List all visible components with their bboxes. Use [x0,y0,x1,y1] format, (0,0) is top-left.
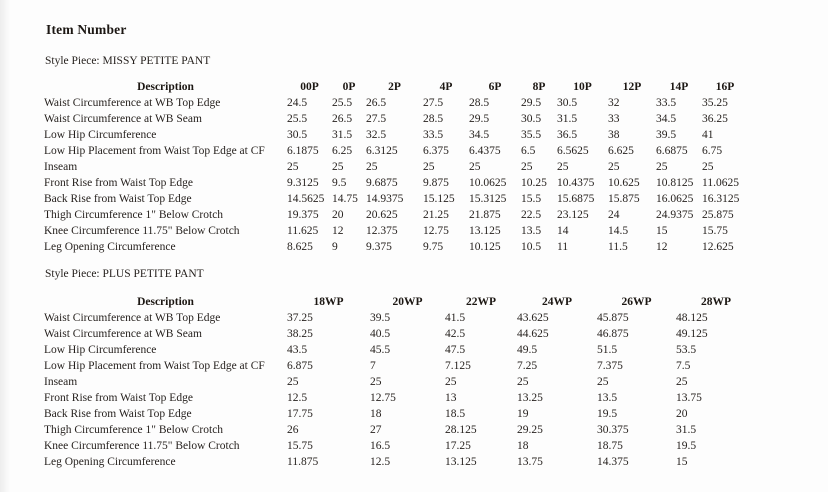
measurement-value: 41 [702,129,714,141]
measurement-value: 33.5 [423,129,444,141]
measurement-value: 20.625 [366,209,398,221]
measurement-value: 23.125 [557,209,589,221]
measurement-value: 27.5 [366,113,387,125]
size-column-header: 14P [669,81,689,93]
measurement-row [44,374,756,390]
measurement-value: 12.75 [370,392,396,404]
measurement-value: 18 [517,440,529,452]
measurement-value: 25 [287,376,299,388]
measurement-value: 6.75 [702,145,723,157]
measurement-description: Thigh Circumference 1" Below Crotch [44,424,224,436]
measurement-value: 25 [608,161,620,173]
measurement-value: 35.25 [702,97,728,109]
measurement-value: 14.9375 [366,193,404,205]
measurement-value: 14.375 [597,456,629,468]
measurement-value: 19.5 [676,440,697,452]
measurement-row [44,111,748,127]
size-column-header: 22WP [465,296,497,308]
measurement-value: 29.5 [469,113,490,125]
measurement-value: 25 [366,161,378,173]
measurement-row [44,143,748,159]
measurement-value: 25 [332,161,344,173]
measurement-value: 30.375 [597,424,629,436]
measurement-value: 19.375 [287,209,319,221]
measurement-description: Low Hip Placement from Waist Top Edge at CF [44,360,265,372]
measurement-value: 10.5 [521,241,542,253]
measurement-value: 12.5 [287,392,308,404]
table-header-row [44,294,756,310]
measurement-value: 25 [676,376,688,388]
measurement-value: 48.125 [676,312,708,324]
measurement-value: 9.6875 [366,177,398,189]
measurement-value: 7 [370,360,376,372]
measurement-value: 7.375 [597,360,623,372]
measurement-value: 13.5 [521,225,542,237]
measurement-value: 13.75 [676,392,702,404]
measurement-value: 46.875 [597,328,629,340]
size-column-header: 00P [300,81,319,93]
measurement-value: 34.5 [656,113,677,125]
measurement-value: 6.25 [332,145,353,157]
measurement-value: 31.5 [676,424,697,436]
measurement-value: 24.5 [287,97,308,109]
measurement-value: 43.5 [287,344,308,356]
measurement-description: Low Hip Circumference [44,344,157,356]
measurement-description: Low Hip Circumference [44,129,157,141]
measurement-value: 10.625 [608,177,640,189]
measurement-value: 35.5 [521,129,542,141]
measurement-value: 17.25 [445,440,471,452]
description-column-header: Description [137,81,194,93]
measurement-value: 9.875 [423,177,449,189]
measurement-value: 9.375 [366,241,392,253]
measurement-value: 38 [608,129,620,141]
measurement-value: 39.5 [656,129,677,141]
measurement-value: 15.75 [287,440,313,452]
measurement-value: 26 [287,424,299,436]
measurement-value: 27 [370,424,382,436]
size-column-header: 10P [573,81,592,93]
measurement-value: 28.5 [423,113,444,125]
measurement-value: 16.5 [370,440,391,452]
measurement-value: 13.125 [469,225,501,237]
measurement-value: 25.875 [702,209,734,221]
measurement-value: 49.5 [517,344,538,356]
measurement-value: 13.5 [597,392,618,404]
size-column-header: 8P [532,81,546,93]
measurement-value: 32.5 [366,129,387,141]
plus-petite-pant-size-table [44,294,756,470]
measurement-value: 21.875 [469,209,501,221]
measurement-value: 15.3125 [469,193,507,205]
measurement-description: Waist Circumference at WB Top Edge [44,97,221,109]
measurement-value: 27.5 [423,97,444,109]
measurement-value: 6.6875 [656,145,688,157]
measurement-value: 28.5 [469,97,490,109]
measurement-value: 25 [469,161,481,173]
measurement-value: 25.5 [287,113,308,125]
measurement-value: 8.625 [287,241,313,253]
measurement-description: Thigh Circumference 1" Below Crotch [44,209,224,221]
measurement-value: 17.75 [287,408,313,420]
measurement-value: 14.5 [608,225,629,237]
measurement-value: 19.5 [597,408,618,420]
measurement-description: Waist Circumference at WB Top Edge [44,312,221,324]
measurement-value: 13 [445,392,457,404]
measurement-description: Waist Circumference at WB Seam [44,328,202,340]
measurement-description: Waist Circumference at WB Seam [44,113,202,125]
measurement-value: 22.5 [521,209,542,221]
measurement-value: 11.875 [287,456,319,468]
measurement-description: Knee Circumference 11.75" Below Crotch [44,225,240,237]
measurement-value: 31.5 [332,129,353,141]
measurement-value: 51.5 [597,344,618,356]
measurement-value: 42.5 [445,328,466,340]
measurement-row [44,342,756,358]
measurement-row [44,422,756,438]
description-column-header: Description [137,296,194,308]
measurement-value: 49.125 [676,328,708,340]
measurement-value: 15.6875 [557,193,595,205]
measurement-value: 12 [656,241,668,253]
measurement-value: 47.5 [445,344,466,356]
measurement-value: 29.5 [521,97,542,109]
measurement-value: 36.25 [702,113,728,125]
size-column-header: 4P [439,81,453,93]
measurement-value: 45.5 [370,344,391,356]
measurement-value: 20 [676,408,688,420]
size-column-header: 18WP [313,296,344,308]
measurement-value: 15.5 [521,193,542,205]
measurement-row [44,438,756,454]
measurement-value: 30.5 [521,113,542,125]
measurement-value: 10.25 [521,177,547,189]
measurement-description: Front Rise from Waist Top Edge [44,177,193,189]
measurement-value: 25.5 [332,97,353,109]
measurement-value: 45.875 [597,312,629,324]
measurement-value: 24 [608,209,620,221]
measurement-row [44,223,748,239]
measurement-value: 7.5 [676,360,691,372]
measurement-value: 6.4375 [469,145,501,157]
measurement-value: 26.5 [366,97,387,109]
measurement-value: 41.5 [445,312,466,324]
measurement-value: 12.625 [702,241,734,253]
measurement-value: 25 [597,376,609,388]
missy-petite-pant-size-table [44,79,748,255]
measurement-value: 18.75 [597,440,623,452]
size-column-header: 24WP [541,296,573,308]
measurement-value: 16.0625 [656,193,694,205]
measurement-value: 12.375 [366,225,398,237]
style-piece-label-plus: Style Piece: PLUS PETITE PANT [45,268,204,280]
measurement-description: Leg Opening Circumference [44,241,176,253]
measurement-row [44,159,748,175]
measurement-value: 13.75 [517,456,543,468]
measurement-value: 25 [445,376,457,388]
measurement-value: 15 [656,225,668,237]
measurement-value: 25 [370,376,382,388]
size-column-header: 16P [715,81,735,93]
measurement-description: Low Hip Placement from Waist Top Edge at CF [44,145,265,157]
measurement-value: 6.3125 [366,145,398,157]
measurement-description: Back Rise from Waist Top Edge [44,408,192,420]
measurement-value: 9 [332,241,338,253]
measurement-value: 6.625 [608,145,634,157]
size-column-header: 6P [488,81,502,93]
size-column-header: 28WP [700,296,732,308]
measurement-value: 30.5 [557,97,578,109]
measurement-row [44,326,756,342]
measurement-value: 10.125 [469,241,501,253]
measurement-description: Inseam [44,161,78,173]
measurement-value: 12 [332,225,344,237]
measurement-value: 12.75 [423,225,449,237]
measurement-row [44,127,748,143]
measurement-value: 10.8125 [656,177,694,189]
measurement-value: 33.5 [656,97,677,109]
measurement-value: 20 [332,209,344,221]
measurement-value: 6.375 [423,145,449,157]
measurement-row [44,175,748,191]
measurement-value: 32 [608,97,620,109]
measurement-value: 11 [557,241,569,253]
measurement-value: 40.5 [370,328,391,340]
measurement-value: 16.3125 [702,193,740,205]
measurement-value: 9.3125 [287,177,319,189]
measurement-value: 19 [517,408,529,420]
measurement-value: 38.25 [287,328,313,340]
size-column-header: 26WP [621,296,652,308]
measurement-value: 25 [423,161,435,173]
measurement-description: Front Rise from Waist Top Edge [44,392,193,404]
measurement-value: 33 [608,113,620,125]
measurement-value: 26.5 [332,113,353,125]
style-piece-label-missy: Style Piece: MISSY PETITE PANT [45,55,211,67]
measurement-value: 13.125 [445,456,477,468]
measurement-value: 7.25 [517,360,538,372]
measurement-value: 34.5 [469,129,490,141]
measurement-value: 39.5 [370,312,391,324]
measurement-value: 14.75 [332,193,358,205]
measurement-value: 6.875 [287,360,313,372]
measurement-value: 44.625 [517,328,549,340]
measurement-value: 31.5 [557,113,578,125]
measurement-value: 53.5 [676,344,697,356]
measurement-description: Inseam [44,376,78,388]
measurement-value: 7.125 [445,360,471,372]
measurement-row [44,406,756,422]
measurement-value: 9.75 [423,241,444,253]
measurement-value: 6.5625 [557,145,589,157]
measurement-value: 43.625 [517,312,549,324]
measurement-row [44,310,756,326]
measurement-value: 14 [557,225,569,237]
measurement-value: 25 [287,161,299,173]
size-column-header: 20WP [392,296,423,308]
measurement-description: Knee Circumference 11.75" Below Crotch [44,440,240,452]
measurement-value: 36.5 [557,129,578,141]
measurement-value: 15 [676,456,688,468]
measurement-value: 11.5 [608,241,628,253]
size-column-header: 0P [342,81,356,93]
table-header-row [44,79,748,95]
measurement-value: 10.0625 [469,177,507,189]
measurement-value: 13.25 [517,392,543,404]
measurement-value: 15.125 [423,193,455,205]
measurement-value: 10.4375 [557,177,595,189]
measurement-value: 21.25 [423,209,449,221]
measurement-value: 14.5625 [287,193,325,205]
measurement-row [44,95,748,111]
measurement-value: 11.625 [287,225,319,237]
measurement-value: 15.75 [702,225,728,237]
measurement-value: 18 [370,408,382,420]
measurement-value: 25 [702,161,714,173]
measurement-value: 6.1875 [287,145,319,157]
measurement-row [44,358,756,374]
measurement-value: 37.25 [287,312,313,324]
measurement-value: 29.25 [517,424,543,436]
page-title: Item Number [46,22,127,37]
measurement-row [44,207,748,223]
measurement-row [44,239,748,255]
measurement-row [44,390,756,406]
measurement-value: 25 [656,161,668,173]
measurement-value: 6.5 [521,145,536,157]
measurement-description: Leg Opening Circumference [44,456,176,468]
measurement-value: 11.0625 [702,177,739,189]
measurement-value: 30.5 [287,129,308,141]
measurement-description: Back Rise from Waist Top Edge [44,193,192,205]
measurement-value: 15.875 [608,193,640,205]
measurement-value: 28.125 [445,424,477,436]
measurement-row [44,191,748,207]
measurement-value: 25 [517,376,529,388]
measurement-value: 25 [521,161,533,173]
measurement-row [44,454,756,470]
measurement-value: 12.5 [370,456,391,468]
measurement-value: 25 [557,161,569,173]
measurement-value: 24.9375 [656,209,694,221]
size-column-header: 12P [622,81,642,93]
size-column-header: 2P [388,81,401,93]
measurement-value: 9.5 [332,177,347,189]
measurement-value: 18.5 [445,408,466,420]
